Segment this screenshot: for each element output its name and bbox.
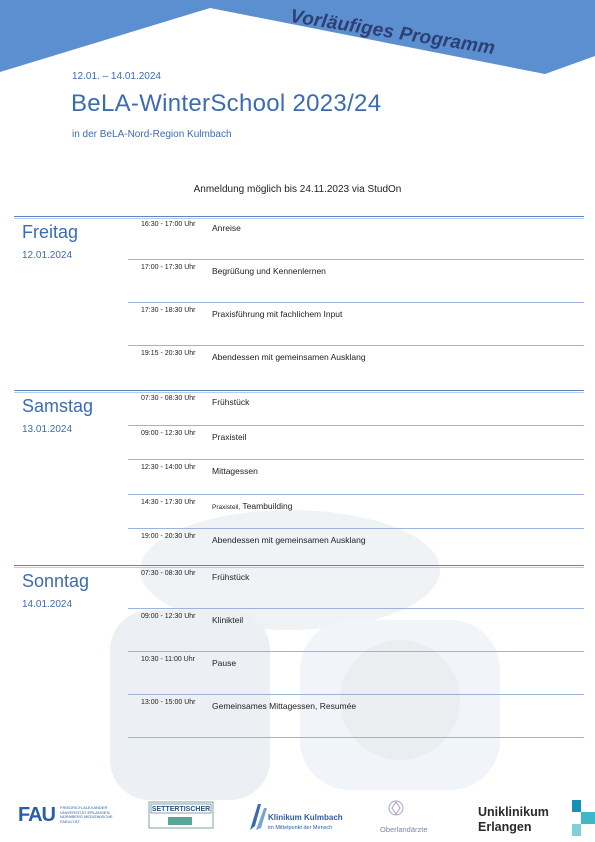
item-label-text: Praxisführung mit fachlichem Input <box>212 309 343 319</box>
sponsor-logos <box>0 790 595 842</box>
item-divider <box>128 528 584 529</box>
fau-logo <box>18 804 118 834</box>
item-divider <box>128 345 584 346</box>
day-name: Samstag <box>22 396 94 416</box>
item-label-text: Begrüßung und Kennenlernen <box>212 266 326 276</box>
item-label <box>212 432 246 442</box>
event-dates: 12.01. – 14.01.2024 <box>72 71 161 82</box>
item-divider <box>128 259 584 260</box>
item-label <box>212 658 236 668</box>
item-label <box>212 309 342 319</box>
day-date: 12.01.2024 <box>22 250 73 261</box>
item-time: 19:00 - 20:30 Uhr <box>141 533 196 540</box>
item-label-text: Anreise <box>212 223 241 233</box>
item-label-text: Klinikteil <box>212 615 244 625</box>
oberlandaerzte-logo <box>378 794 448 836</box>
day-name: Sonntag <box>22 571 90 591</box>
klinikum-name: Klinikum Kulmbach <box>268 813 343 822</box>
item-label <box>212 466 258 476</box>
day-date: 14.01.2024 <box>22 599 73 610</box>
item-label <box>212 397 249 407</box>
item-label-text: Frühstück <box>212 397 250 407</box>
day-divider <box>14 565 584 566</box>
uniklinikum-line2: Erlangen <box>478 820 532 834</box>
item-time: 09:00 - 12:30 Uhr <box>141 429 196 437</box>
item-label-text: Mittagessen <box>212 466 258 476</box>
background-illustration <box>70 480 530 810</box>
item-label-text: Abendessen mit gemeinsamen Ausklang <box>212 535 366 545</box>
item-time: 17:30 - 18:30 Uhr <box>141 307 196 314</box>
item-label <box>212 266 326 276</box>
settertischer-text: SETTERTISCHER <box>151 806 211 813</box>
day-divider <box>14 216 584 217</box>
klinikum-kulmbach-logo <box>246 798 356 834</box>
item-divider <box>128 494 584 495</box>
item-divider <box>128 737 584 738</box>
item-time: 07:30 - 08:30 Uhr <box>141 570 196 577</box>
fau-logo-mark: FAU <box>18 804 55 826</box>
item-label <box>212 352 366 362</box>
page-title: BeLA-WinterSchool 2023/24 <box>71 90 382 117</box>
item-divider <box>128 425 584 426</box>
item-label <box>212 535 366 545</box>
item-divider <box>128 608 584 609</box>
item-label-text: Teambuilding <box>242 500 293 511</box>
item-divider <box>128 302 584 303</box>
item-label-prefix: Praxisteil, <box>212 503 241 511</box>
fau-logo-text: FRIEDRICH-ALEXANDER UNIVERSITÄT ERLANGEN-NÜRNBERG MEDIZINISCHE FAKULTÄT <box>60 805 113 824</box>
item-time: 13:00 - 15:00 Uhr <box>141 699 196 706</box>
item-time: 17:00 - 17:30 Uhr <box>141 264 196 271</box>
item-time: 12:30 - 14:00 Uhr <box>141 464 196 471</box>
item-time: 07:30 - 08:30 Uhr <box>141 395 196 402</box>
item-label-text: Abendessen mit gemeinsamen Ausklang <box>212 352 366 362</box>
klinikum-tagline: im Mittelpunkt der Mensch <box>268 825 333 831</box>
day-name: Freitag <box>22 222 79 242</box>
item-label <box>212 223 241 233</box>
item-time: 09:00 - 12:30 Uhr <box>141 613 196 620</box>
item-label <box>212 572 249 582</box>
registration-note: Anmeldung möglich bis 24.11.2023 via StudOn <box>193 184 402 195</box>
banner-title: Vorläufiges Programm <box>288 6 497 60</box>
item-time: 10:30 - 11:00 Uhr <box>141 656 195 663</box>
uniklinikum-line1: Uniklinikum <box>478 805 549 819</box>
item-label-text: Praxisteil <box>212 431 247 442</box>
uniklinikum-erlangen-logo <box>478 800 595 842</box>
item-divider <box>128 694 584 695</box>
item-time: 19:15 - 20:30 Uhr <box>141 350 196 357</box>
day-date: 13.01.2024 <box>22 424 73 435</box>
item-divider <box>128 651 584 652</box>
item-label-text: Frühstück <box>212 572 250 582</box>
item-time: 16:30 - 17:00 Uhr <box>141 221 196 228</box>
item-label-text: Gemeinsames Mittagessen, Resumée <box>212 701 357 711</box>
item-label <box>212 701 356 711</box>
day-divider <box>14 390 584 391</box>
oberlandaerzte-text: Oberlandärzte <box>380 825 428 834</box>
page-subtitle: in der BeLA-Nord-Region Kulmbach <box>72 129 232 140</box>
settertischer-logo <box>148 796 214 830</box>
item-label-text: Pause <box>212 658 237 668</box>
item-label <box>212 501 293 511</box>
item-divider <box>128 459 584 460</box>
item-time: 14:30 - 17:30 Uhr <box>141 498 196 506</box>
item-label <box>212 615 243 625</box>
